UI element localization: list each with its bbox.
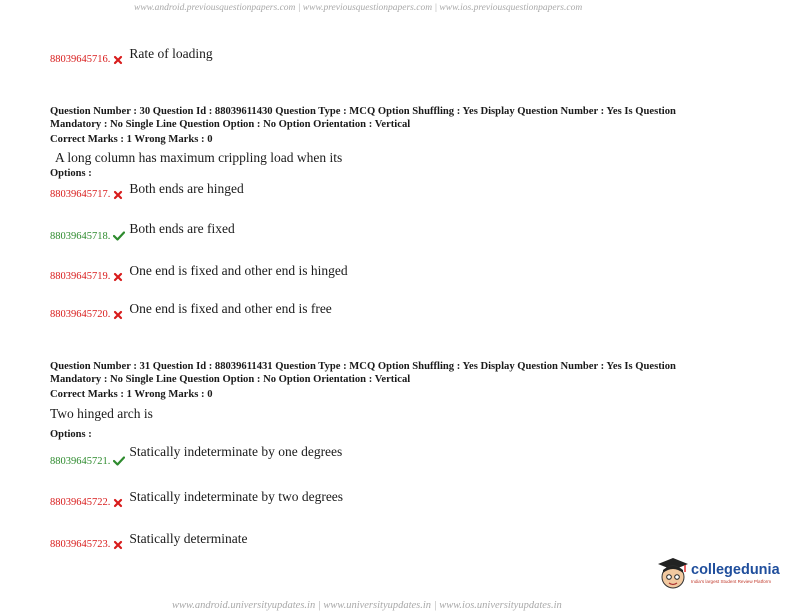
option-id: 88039645718.	[50, 231, 111, 242]
question-text: Two hinged arch is	[50, 406, 153, 421]
option-text: Statically indeterminate by one degrees	[129, 444, 343, 459]
watermark-bottom: www.android.universityupdates.in | www.universityupdates.in | www.ios.universityupdates.in	[172, 600, 562, 611]
option-id: 88039645722.	[50, 497, 111, 508]
option-row	[50, 530, 247, 550]
cross-icon	[113, 190, 123, 200]
option-row	[50, 221, 235, 242]
question-header: Question Number : 30 Question Id : 88039611430 Question Type : MCQ Option Shuffling : Yes Display Question Number : Yes Is Question Mandatory : No Single Line Question Option : No Option Orientation : Vertical Correct Marks : 1 Wrong Marks : 0	[50, 106, 676, 145]
option-text: One end is fixed and other end is free	[129, 301, 332, 316]
option-text: Statically determinate	[129, 531, 248, 546]
options-label: Options :	[50, 168, 92, 179]
option-id: 88039645716.	[50, 54, 111, 65]
option-text: Both ends are fixed	[129, 221, 235, 236]
question-text: A long column has maximum crippling load when its	[55, 150, 343, 165]
prev-option-row	[50, 45, 213, 65]
option-text: Statically indeterminate by two degrees	[129, 489, 344, 504]
options-label: Options :	[50, 429, 92, 440]
option-id: 88039645720.	[50, 309, 111, 320]
logo-name: collegedunia	[691, 562, 780, 578]
option-row	[50, 262, 348, 282]
option-id: 88039645721.	[50, 456, 111, 467]
mascot-icon	[657, 557, 689, 591]
option-id: 88039645717.	[50, 189, 111, 200]
option-id: 88039645723.	[50, 539, 111, 550]
question-header: Question Number : 31 Question Id : 88039611431 Question Type : MCQ Option Shuffling : Yes Display Question Number : Yes Is Question Mandatory : No Single Line Question Option : No Option Orientation : Vertical Correct Marks : 1 Wrong Marks : 0	[50, 361, 676, 400]
collegedunia-logo	[657, 557, 780, 591]
option-row	[50, 444, 342, 467]
option-text: Both ends are hinged	[129, 181, 244, 196]
option-row	[50, 488, 343, 508]
cross-icon	[113, 498, 123, 508]
cross-icon	[113, 55, 123, 65]
checkmark-icon	[113, 231, 125, 241]
option-row	[50, 180, 244, 200]
cross-icon	[113, 310, 123, 320]
option-text: One end is fixed and other end is hinged	[129, 263, 348, 278]
option-text: Rate of loading	[129, 46, 213, 61]
logo-tagline: India's largest Student Review Platform	[691, 579, 772, 584]
checkmark-icon	[113, 456, 125, 466]
watermark-top: www.android.previousquestionpapers.com | www.previousquestionpapers.com | www.ios.previousquestionpapers.com	[134, 3, 583, 13]
option-id: 88039645719.	[50, 271, 111, 282]
option-row	[50, 300, 332, 320]
cross-icon	[113, 272, 123, 282]
cross-icon	[113, 540, 123, 550]
